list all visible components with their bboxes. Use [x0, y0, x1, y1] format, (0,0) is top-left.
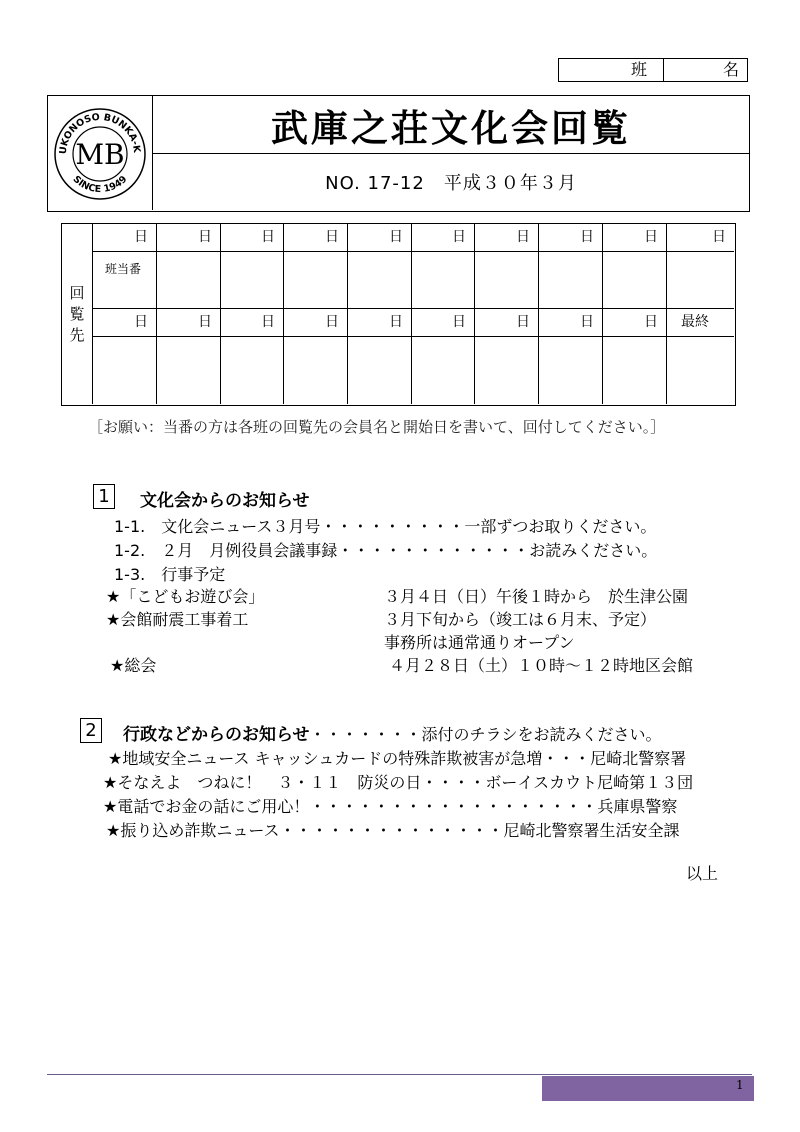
entry-cell: [475, 252, 539, 308]
entry-cell: [221, 252, 284, 308]
date-header-cell: 日: [712, 229, 726, 245]
logo-monogram: MB: [75, 138, 125, 171]
date-header-cell: 日: [603, 224, 667, 251]
event-detail: 事務所は通常通りオープン: [384, 633, 575, 652]
entry-cell: [348, 252, 412, 308]
section-2-suffix: ・・・・・・・添付のチラシをお読みください。: [309, 725, 662, 744]
section-1-item: 1-1. 文化会ニュース３月号・・・・・・・・・一部ずつお取りください。: [114, 517, 657, 536]
date-header-cell: 日: [221, 224, 284, 251]
circulation-label: [62, 224, 93, 404]
date-header-cell: 日: [284, 309, 348, 336]
section-2-title: 行政などからのお知らせ: [123, 725, 310, 745]
entry-cell: [412, 252, 475, 308]
issue-number: NO. 17-12 平成３０年３月: [325, 173, 577, 194]
section-2-heading: [123, 720, 662, 745]
entry-cell: [93, 252, 157, 308]
date-header-cell: 日: [475, 309, 539, 336]
entry-cell: [348, 337, 412, 404]
date-header-cell: 日: [221, 309, 284, 336]
date-header-cell: 日: [93, 309, 157, 336]
section-2-item: ★地域安全ニュース キャッシュカードの特殊詐欺被害が急増・・・尼崎北警察署: [108, 749, 687, 768]
footer-rule: [47, 1074, 752, 1075]
issue-cell: [153, 154, 749, 210]
date-header-cell: 日: [93, 224, 157, 251]
logo-cell: [48, 96, 153, 210]
circ-label-char: 回: [69, 283, 85, 302]
entry-cell: [93, 337, 157, 404]
group-label: 班: [559, 59, 664, 81]
date-header-cell: 日: [475, 224, 539, 251]
date-header-cell: 最終: [681, 314, 709, 330]
date-header-cell: 日: [603, 309, 667, 336]
page-title: 武庫之荘文化会回覧: [271, 106, 631, 150]
entry-cell: [284, 252, 348, 308]
event-detail: ３月４日（日）午後１時から 於生津公園: [384, 587, 689, 606]
entry-cell: [412, 337, 475, 404]
entry-row-2: [93, 337, 734, 404]
svg-text:SINCE 1949: [71, 174, 130, 195]
date-header-cell: 日: [412, 309, 475, 336]
footer-bar: [542, 1076, 754, 1101]
entry-cell: [603, 252, 667, 308]
date-header-cell: 日: [348, 309, 412, 336]
group-name-box: [558, 58, 748, 82]
date-header-cell: 日: [539, 309, 603, 336]
header-box: [47, 95, 750, 212]
entry-cell: [603, 337, 667, 404]
entry-cell: [221, 337, 284, 404]
entry-row-1: [93, 252, 734, 309]
date-header-cell: 日: [412, 224, 475, 251]
name-label: 名: [722, 60, 739, 79]
section-number-1: 1: [93, 484, 115, 509]
section-1-title: 文化会からのお知らせ: [140, 491, 310, 511]
event-name: ★「こどもお遊び会」: [106, 587, 265, 606]
entry-cell: [157, 252, 221, 308]
section-number-2: 2: [80, 718, 102, 743]
entry-cell: [475, 337, 539, 404]
event-name: ★会館耐震工事着工: [106, 610, 249, 629]
date-header-cell: 日: [284, 224, 348, 251]
entry-cell: [667, 252, 734, 308]
entry-cell: [539, 252, 603, 308]
section-2-item: ★振り込め詐欺ニュース・・・・・・・・・・・・・・尼崎北警察署生活安全課: [106, 821, 680, 840]
event-detail: ４月２８日（土）１０時～１２時地区会館: [389, 656, 694, 675]
date-header-row-1: [93, 224, 734, 252]
date-header-row-2: [93, 309, 734, 337]
circ-label-char: 覧: [69, 304, 85, 323]
title-cell: [153, 96, 749, 154]
section-2-item: ★そなえよ つねに！ ３・１１ 防災の日・・・・ボーイスカウト尼崎第１３団: [103, 773, 694, 792]
section-2-item: ★電話でお金の話にご用心！・・・・・・・・・・・・・・・・・・兵庫県警察: [103, 797, 678, 816]
event-name: ★総会: [110, 656, 157, 675]
circulation-table: [61, 223, 736, 406]
page-number: 1: [736, 1078, 744, 1092]
section-1-item: 1-2. ２月 月例役員会議事録・・・・・・・・・・・・お読みください。: [114, 541, 658, 560]
section-1-item: 1-3. 行事予定: [114, 565, 226, 584]
entry-cell: [284, 337, 348, 404]
date-header-cell: 日: [157, 224, 221, 251]
date-header-cell: 日: [348, 224, 412, 251]
logo-bottom-text: SINCE 1949: [70, 173, 130, 196]
circ-label-char: 先: [69, 325, 85, 344]
entry-cell: [539, 337, 603, 404]
entry-cell: [157, 337, 221, 404]
event-detail: ３月下旬から（竣工は６月末、予定）: [384, 610, 657, 629]
circulation-grid: [93, 224, 734, 404]
date-header-cell: 日: [539, 224, 603, 251]
closing-text: 以上: [686, 864, 719, 883]
logo-top-text: UKONOSO BUNKA-K: [57, 111, 143, 155]
request-note: ［お願い：当番の方は各班の回覧先の会員名と開始日を書いて、回付してください。］: [88, 418, 666, 436]
mb-logo: [48, 96, 151, 210]
duty-label: 班当番: [105, 262, 142, 276]
entry-cell: [667, 337, 734, 404]
date-header-cell: 日: [157, 309, 221, 336]
